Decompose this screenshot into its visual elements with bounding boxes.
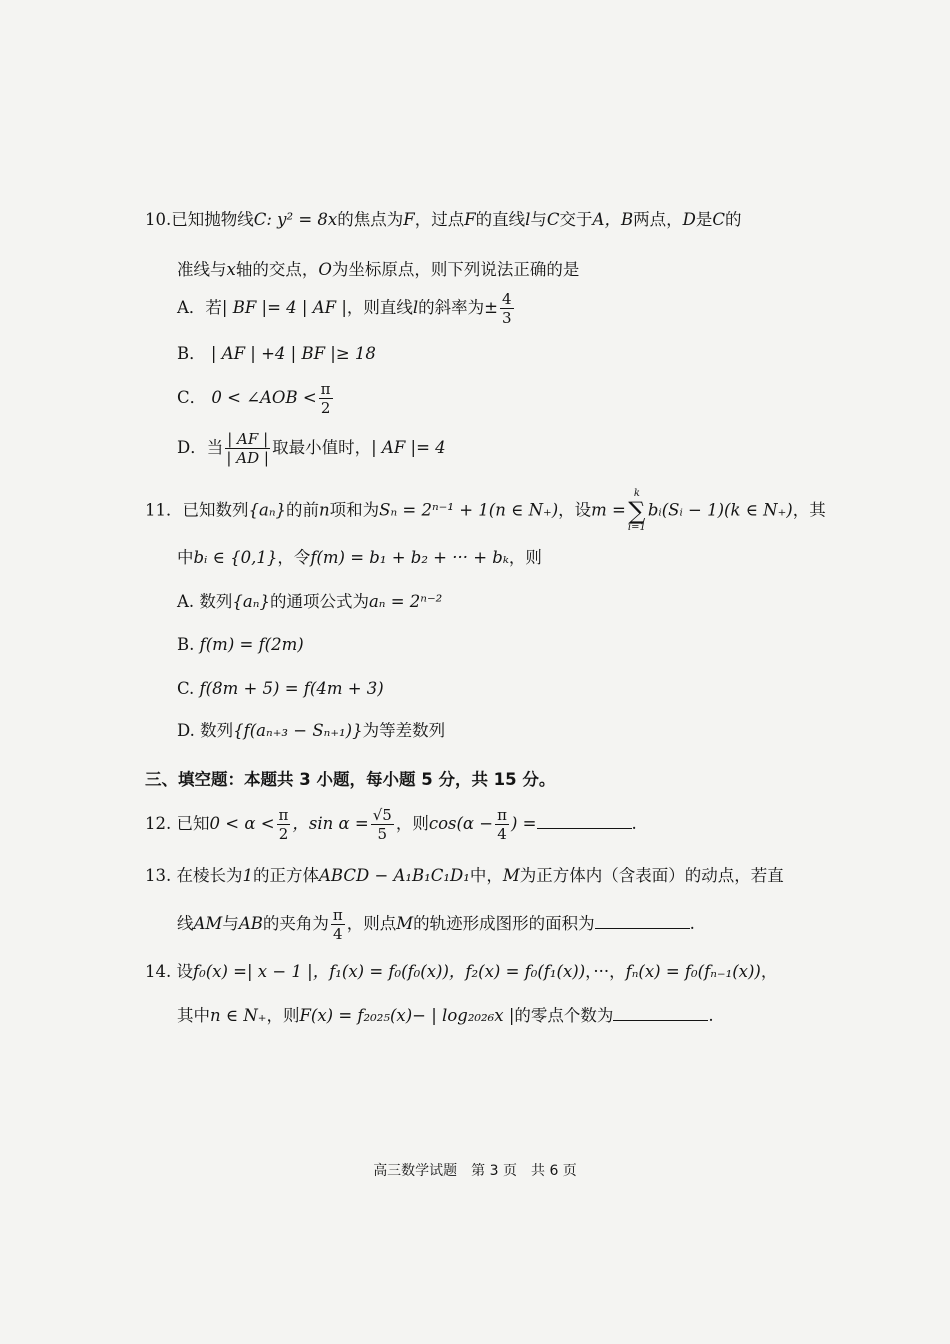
fraction-pi-over-four: $\frac{\pi}{4}$ bbox=[497, 806, 507, 843]
q12-number: 12. bbox=[145, 814, 172, 833]
q14-number: 14. bbox=[145, 962, 172, 981]
q11-number: 11． bbox=[145, 500, 183, 520]
q11-line1: 11．已知数列{aₙ}的前n项和为Sₙ = 2ⁿ⁻¹ + 1(n ∈ N₊)，设m = k ∑ i=1 bᵢ(Sᵢ − 1)(k ∈ N₊)，其 bbox=[145, 488, 826, 533]
q10-option-b: B． | AF | +4 | BF |≥ 18 bbox=[177, 344, 376, 363]
q11-option-b: B. f(m) = f(2m) bbox=[177, 635, 304, 654]
q12-answer-blank[interactable] bbox=[537, 814, 632, 829]
fraction-root5-over-5: $\frac{√5}{5}$ bbox=[372, 806, 392, 843]
page-footer: 高三数学试题 第 3 页 共 6 页 bbox=[373, 1163, 577, 1179]
q10-option-a: A．若| BF |= 4 | AF |，则直线l的斜率为± $\frac{4}{3}$ bbox=[177, 290, 512, 327]
fraction-pi-over-four: $\frac{\pi}{4}$ bbox=[332, 906, 343, 943]
q14-line2: 其中n ∈ N₊，则F(x) = f₂₀₂₅(x)− | log₂₀₂₆x |的零点个数为 . bbox=[177, 1006, 714, 1025]
fraction-pi-over-two: $\frac{\pi}{2}$ bbox=[278, 806, 289, 843]
q11-option-a: A. 数列{aₙ}的通项公式为aₙ = 2ⁿ⁻² bbox=[177, 592, 443, 611]
q10-line1: 10.已知抛物线C: y² = 8x的焦点为F，过点F的直线l与C交于A，B两点，D是C的 bbox=[145, 210, 742, 229]
q13-line1: 13. 在棱长为1的正方体ABCD − A₁B₁C₁D₁中，M为正方体内（含表面）的动点，若直 bbox=[145, 866, 784, 885]
q11-option-d: D. 数列{f(aₙ₊₃ − Sₙ₊₁)}为等差数列 bbox=[177, 721, 446, 740]
q10-number: 10. bbox=[145, 210, 172, 229]
fraction-four-thirds: $\frac{4}{3}$ bbox=[502, 290, 512, 327]
q13-answer-blank[interactable] bbox=[595, 914, 690, 929]
q14-answer-blank[interactable] bbox=[613, 1006, 708, 1021]
fraction-pi-over-two: $\frac{\pi}{2}$ bbox=[320, 380, 331, 417]
section-3-title: 三、填空题：本题共 3 小题，每小题 5 分，共 15 分。 bbox=[145, 770, 556, 789]
fraction-af-over-ad: $\frac{| AF |}{| AD |}$ bbox=[226, 430, 269, 467]
q12-line: 12. 已知0 < α < $\frac{\pi}{2}$ ，sin α = $\frac{√5}{5}$ ，则cos(α − $\frac{\pi}{4}$ ) = . bbox=[145, 806, 637, 843]
q10-line2: 准线与x轴的交点，O为坐标原点，则下列说法正确的是 bbox=[177, 260, 580, 279]
summation-sign: k ∑ i=1 bbox=[627, 488, 646, 533]
q11-line2: 中bᵢ ∈ {0,1}，令f(m) = b₁ + b₂ + ··· + bₖ，则 bbox=[177, 548, 542, 567]
q10-option-c: C． 0 < ∠AOB < $\frac{\pi}{2}$ bbox=[177, 380, 331, 417]
q14-line1: 14. 设f₀(x) =| x − 1 |，f₁(x) = f₀(f₀(x))，f₂(x) = f₀(f₁(x))，···，fₙ(x) = f₀(fₙ₋₁(x))， bbox=[145, 962, 778, 981]
q10-option-d: D．当 $\frac{| AF |}{| AD |}$ 取最小值时，| AF |= 4 bbox=[177, 430, 446, 467]
q11-option-c: C. f(8m + 5) = f(4m + 3) bbox=[177, 679, 384, 698]
q13-number: 13. bbox=[145, 866, 172, 885]
q13-line2: 线AM与AB的夹角为 $\frac{\pi}{4}$ ，则点M的轨迹形成图形的面积为 . bbox=[177, 906, 695, 943]
